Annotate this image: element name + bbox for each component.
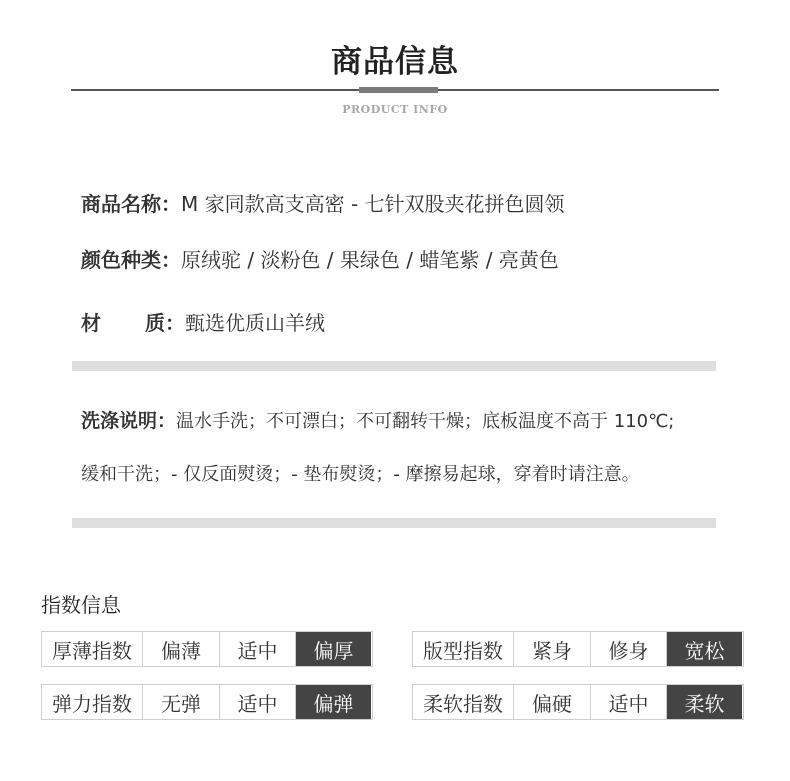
page-title: 商品信息 — [331, 44, 459, 80]
index-section-title: 指数信息 — [41, 593, 121, 617]
material-label-b: 质： — [145, 311, 185, 335]
index-head: 版型指数 — [423, 638, 503, 663]
index-head: 厚薄指数 — [52, 638, 132, 663]
index-option: 无弹 — [142, 685, 219, 719]
index-option: 适中 — [219, 632, 295, 666]
color-value: 原绒驼 / 淡粉色 / 果绿色 / 蜡笔紫 / 亮黄色 — [181, 248, 559, 272]
index-option: 偏薄 — [142, 632, 219, 666]
index-option-selected: 偏厚 — [295, 632, 371, 666]
material-label-a: 材 — [81, 311, 101, 335]
wash-label: 洗涤说明： — [81, 410, 177, 432]
softness-index-table — [412, 684, 744, 720]
index-head: 弹力指数 — [52, 691, 132, 716]
index-option-selected: 柔软 — [666, 685, 742, 719]
section-divider — [72, 518, 716, 528]
index-option: 修身 — [590, 632, 666, 666]
index-head: 柔软指数 — [423, 691, 503, 716]
index-option: 适中 — [590, 685, 666, 719]
title-underline-accent — [359, 87, 438, 93]
fit-index-table — [412, 631, 744, 667]
product-name-row — [81, 188, 565, 217]
index-option-selected: 宽松 — [666, 632, 742, 666]
page-subtitle: PRODUCT INFO — [342, 103, 448, 116]
wash-text-2: 缓和干洗；- 仅反面熨烫；- 垫布熨烫；- 摩擦易起球，穿着时请注意。 — [81, 464, 640, 485]
wash-instructions-line-1 — [81, 406, 674, 433]
material-label — [81, 311, 185, 335]
material-row — [81, 307, 325, 336]
color-row — [81, 244, 559, 273]
color-label: 颜色种类： — [81, 248, 181, 272]
index-option: 紧身 — [513, 632, 590, 666]
elasticity-index-table — [41, 684, 373, 720]
product-name-value: M 家同款高支高密 - 七针双股夹花拼色圆领 — [181, 192, 565, 216]
section-divider — [72, 361, 716, 371]
thickness-index-table — [41, 631, 373, 667]
index-option: 适中 — [219, 685, 295, 719]
product-name-label: 商品名称： — [81, 192, 181, 216]
index-option-selected: 偏弹 — [295, 685, 371, 719]
material-value: 甄选优质山羊绒 — [185, 311, 325, 335]
wash-text-1: 温水手洗；不可漂白；不可翻转干燥；底板温度不高于 110℃; — [176, 411, 675, 432]
index-option: 偏硬 — [513, 685, 590, 719]
